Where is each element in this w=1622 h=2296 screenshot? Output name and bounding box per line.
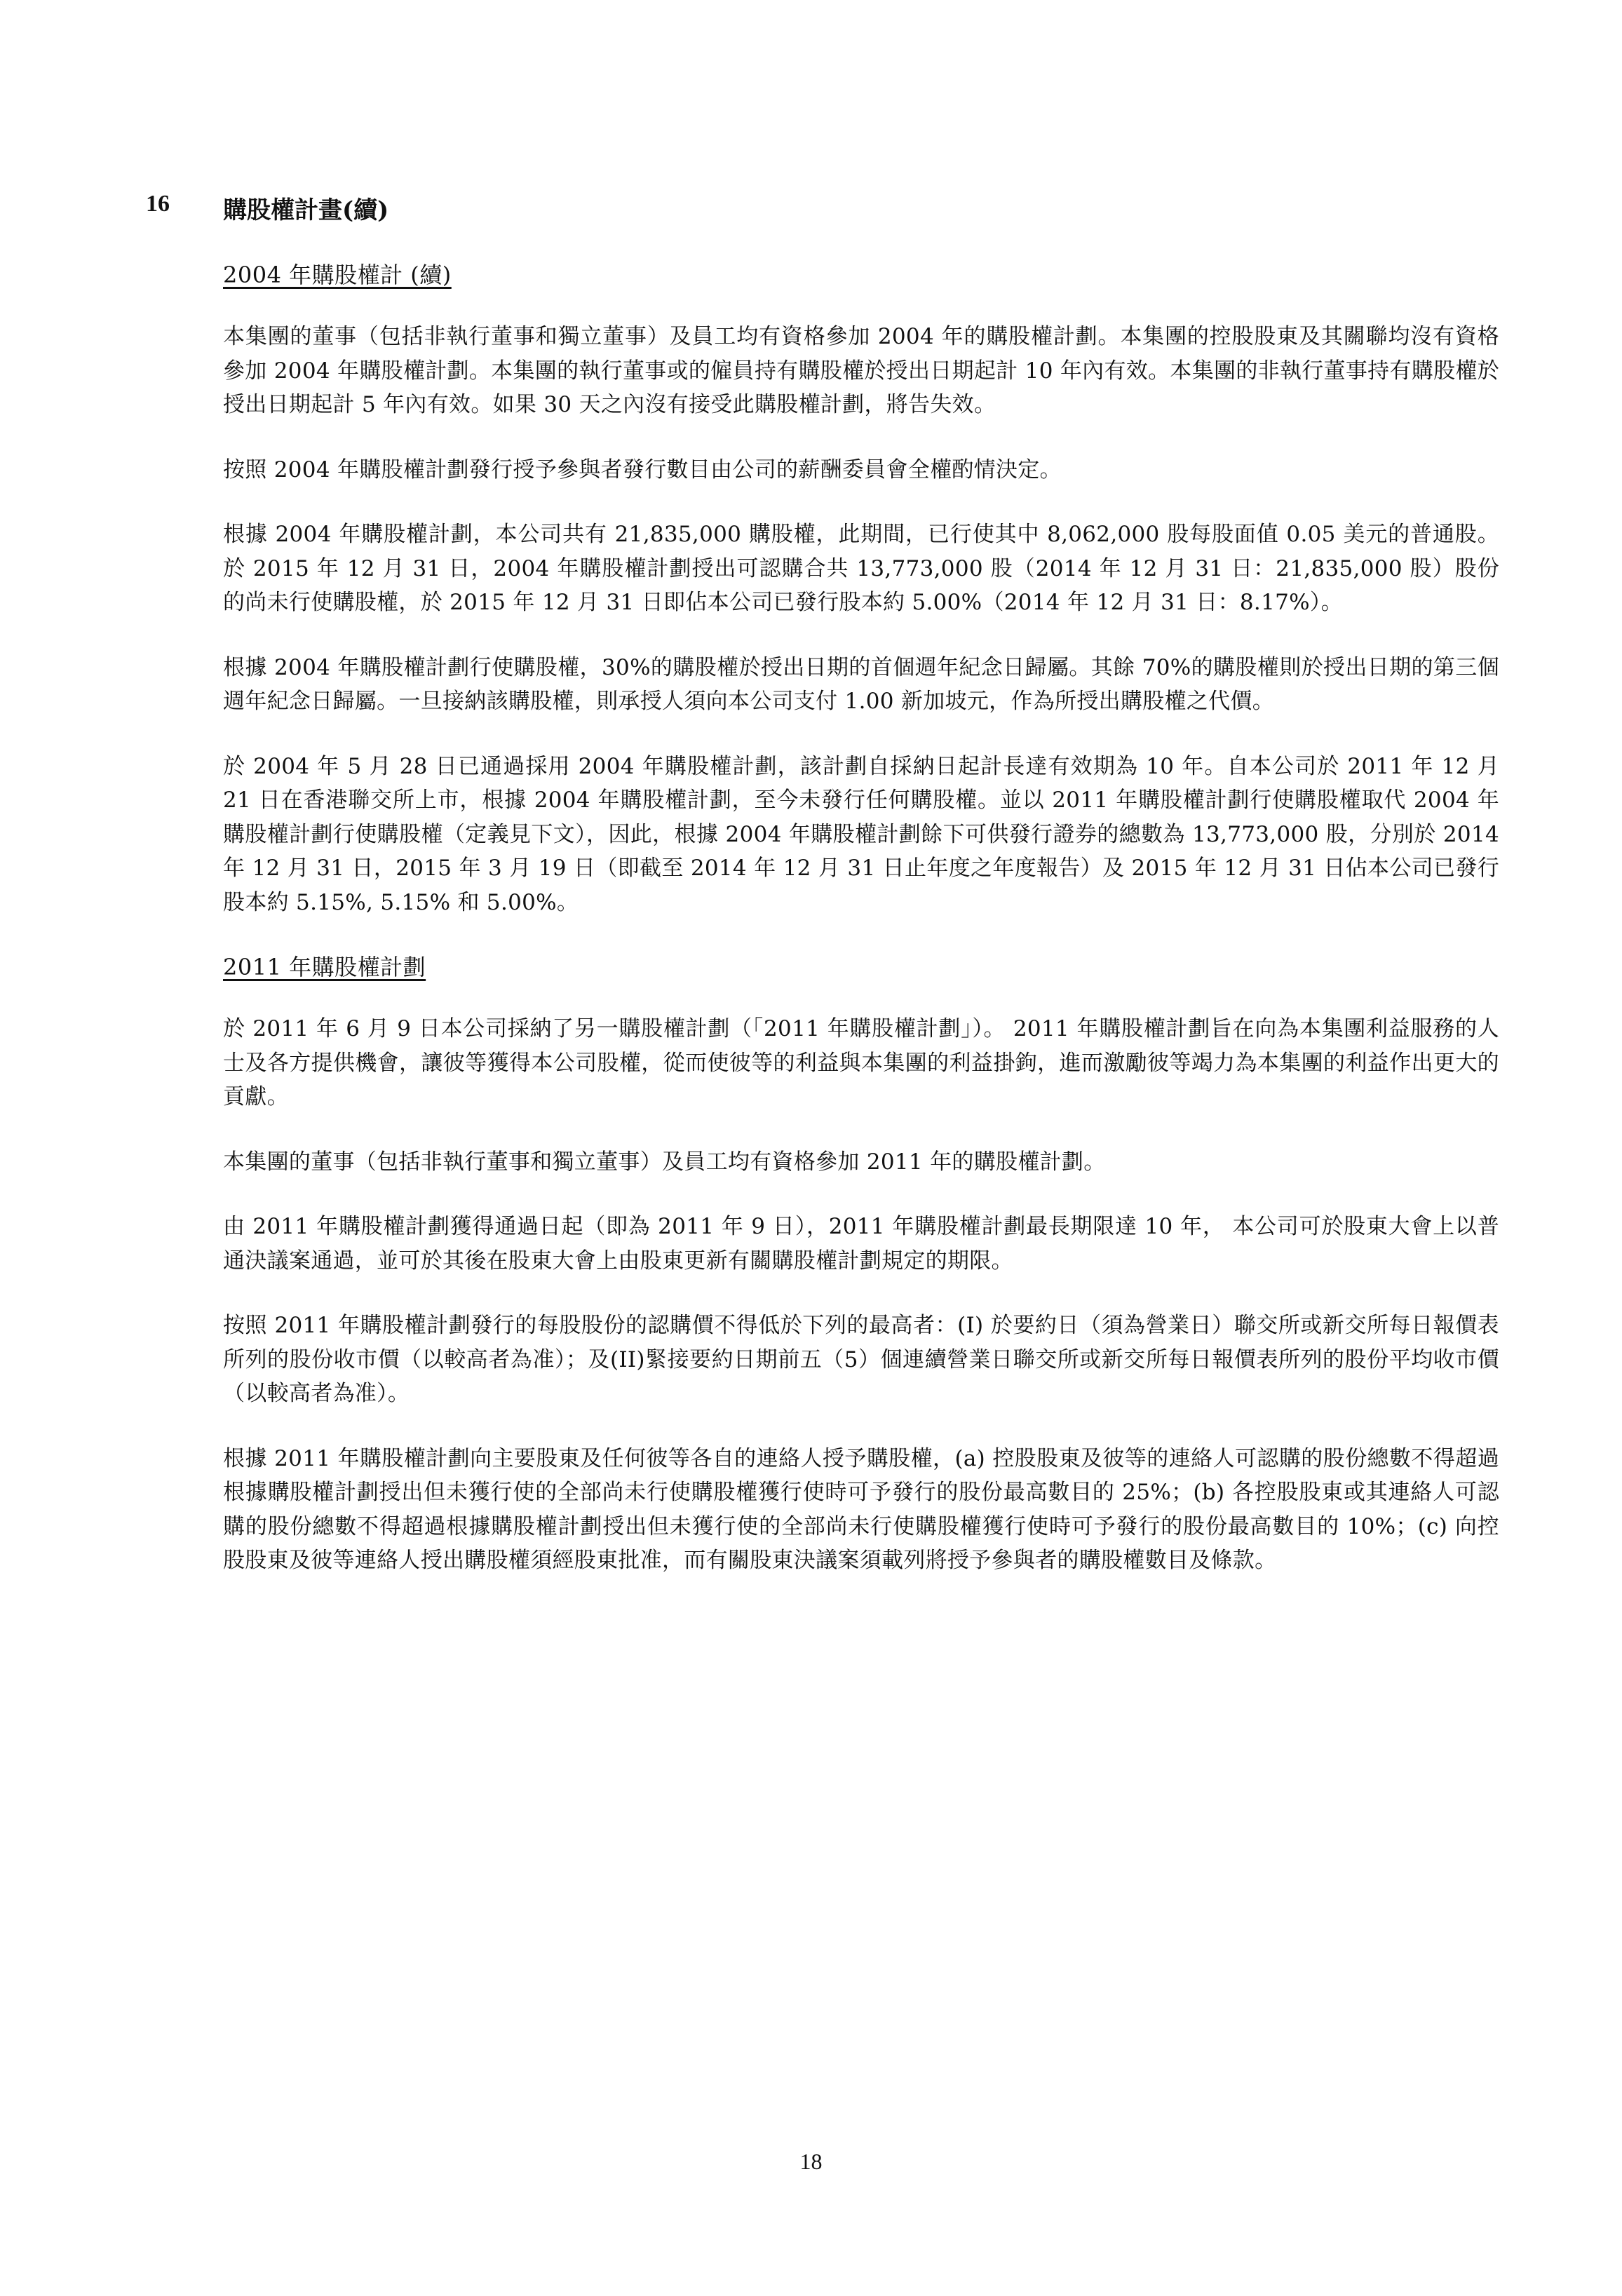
paragraph-vesting: 根據 2004 年購股權計劃行使購股權，30%的購股權於授出日期的首個週年紀念日歸屬。其餘 70%的購股權則於授出日期的第三個週年紀念日歸屬。一旦接納該購股權，則承授人須向本公司支付 1.00 新加坡元，作為所授出購股權之代價。 bbox=[223, 654, 1499, 714]
paragraph-outstanding-options: 根據 2004 年購股權計劃，本公司共有 21,835,000 購股權，此期間，已行使其中 8,062,000 股每股面值 0.05 美元的普通股。於 2015 年 12 月 31 日，2004 年購股權計劃授出可認購合共 13,773,000 股（2014 年 12 月 31 日：21,835,000 股）股份的尚未行使購股權，於 2015 年 12 月 31 日即佔本公司已發行股本約 5.00%（2014 年 12 月 31 日：8.17%）。 bbox=[223, 522, 1499, 615]
subheading-2011-scheme: 2011 年購股權計劃 bbox=[223, 954, 426, 980]
section-title: 購股權計畫(續) bbox=[223, 196, 389, 224]
section-number: 16 bbox=[146, 191, 170, 217]
paragraph-2011-duration: 由 2011 年購股權計劃獲得通過日起（即為 2011 年 9 日），2011 年購股權計劃最長期限達 10 年， 本公司可於股東大會上以普通決議案通過，並可於其後在股東大會上由股東更新有關購股權計劃規定的期限。 bbox=[223, 1214, 1499, 1274]
paragraph-subscription-price: 按照 2011 年購股權計劃發行的每股股份的認購價不得低於下列的最高者：(I) 於要約日（須為營業日）聯交所或新交所每日報價表所列的股份收市價（以較高者為准）；及(II)緊接要約日期前五（5）個連續營業日聯交所或新交所每日報價表所列的股份平均收市價（以較高者為准）。 bbox=[223, 1313, 1499, 1406]
paragraph-eligibility-2004: 本集團的董事（包括非執行董事和獨立董事）及員工均有資格參加 2004 年的購股權計劃。本集團的控股股東及其關聯均沒有資格參加 2004 年購股權計劃。本集團的執行董事或的僱員持有購股權於授出日期起計 10 年內有效。本集團的非執行董事持有購股權於授出日期起計 5 年內有效。如果 30 天之內沒有接受此購股權計劃，將告失效。 bbox=[223, 324, 1499, 417]
paragraph-eligibility-2011: 本集團的董事（包括非執行董事和獨立董事）及員工均有資格參加 2011 年的購股權計劃。 bbox=[223, 1149, 1106, 1175]
paragraph-substantial-shareholders: 根據 2011 年購股權計劃向主要股東及任何彼等各自的連絡人授予購股權，(a) 控股股東及彼等的連絡人可認購的股份總數不得超過根據購股權計劃授出但未獲行使的全部尚未行使購股權獲行使時可予發行的股份最高數目的 25%；(b) 各控股股東或其連絡人可認購的股份總數不得超過根據購股權計劃授出但未獲行使的全部尚未行使購股權獲行使時可予發行的股份最高數目的 10%；(c) 向控股股東及彼等連絡人授出購股權須經股東批准，而有關股東決議案須載列將授予參與者的購股權數目及條款。 bbox=[223, 1445, 1499, 1573]
document-body bbox=[223, 258, 1499, 1609]
paragraph-2011-adoption: 於 2011 年 6 月 9 日本公司採納了另一購股權計劃（「2011 年購股權計劃」）。 2011 年購股權計劃旨在向為本集團利益服務的人士及各方提供機會，讓彼等獲得本公司股權，從而使彼等的利益與本集團的利益掛鉤，進而激勵彼等竭力為本集團的利益作出更大的貢獻。 bbox=[223, 1016, 1499, 1109]
page-number: 18 bbox=[799, 2149, 823, 2174]
paragraph-grant-determination: 按照 2004 年購股權計劃發行授予參與者發行數目由公司的薪酬委員會全權酌情決定。 bbox=[223, 457, 1062, 482]
subheading-2004-scheme: 2004 年購股權計 (續) bbox=[223, 262, 452, 288]
paragraph-scheme-validity: 於 2004 年 5 月 28 日已通過採用 2004 年購股權計劃，該計劃自採納日起計長達有效期為 10 年。自本公司於 2011 年 12 月 21 日在香港聯交所上市，根據 2004 年購股權計劃，至今未發行任何購股權。並以 2011 年購股權計劃行使購股權取代 2004 年購股權計劃行使購股權（定義見下文），因此，根據 2004 年購股權計劃餘下可供發行證券的總數為 13,773,000 股，分別於 2014 年 12 月 31 日，2015 年 3 月 19 日（即截至 2014 年 12 月 31 日止年度之年度報告）及 2015 年 12 月 31 日佔本公司已發行股本約 5.15%, 5.15% 和 5.00%。 bbox=[223, 753, 1499, 915]
